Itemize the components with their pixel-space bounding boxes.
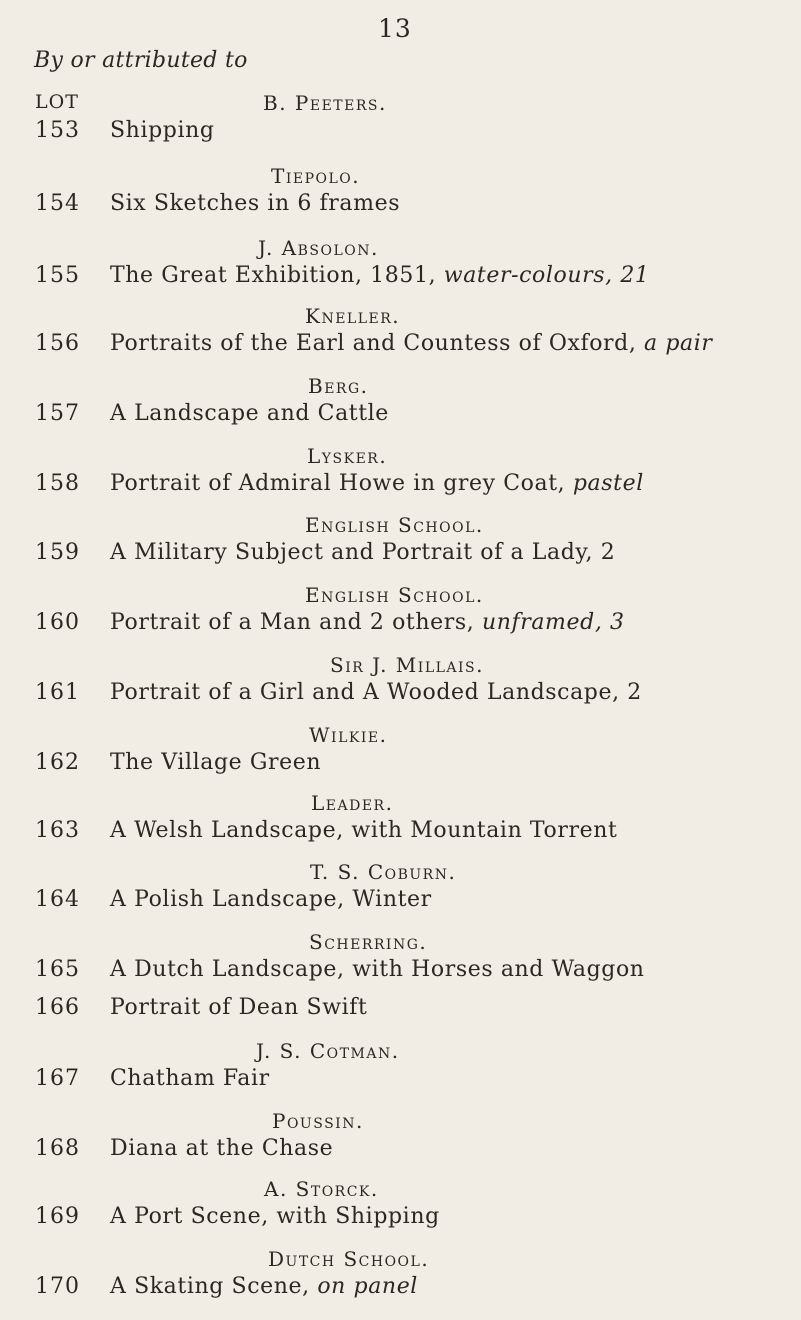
lot-title: A Polish Landscape, Winter xyxy=(110,887,432,912)
lot-title: Portrait of a Girl and A Wooded Landscape, 2 xyxy=(110,680,642,705)
lot-artist: J. Absolon. xyxy=(258,236,379,260)
lot-number: 160 xyxy=(35,610,80,635)
lot-artist: B. Peeters. xyxy=(263,91,387,115)
lot-artist: English School. xyxy=(305,583,484,607)
lot-artist: Kneller. xyxy=(305,304,401,328)
lot-artist: J. S. Cotman. xyxy=(256,1039,400,1063)
lot-artist: Leader. xyxy=(311,791,394,815)
lot-number: 159 xyxy=(35,540,80,565)
lot-artist: Tiepolo. xyxy=(271,164,361,188)
lot-title: A Landscape and Cattle xyxy=(110,401,389,426)
lot-number: 158 xyxy=(35,471,80,496)
lot-artist: Sir J. Millais. xyxy=(330,653,485,677)
lot-number: 165 xyxy=(35,957,80,982)
lot-number: 157 xyxy=(35,401,80,426)
lot-number: 170 xyxy=(35,1274,80,1299)
lot-title: Diana at the Chase xyxy=(110,1136,334,1161)
lot-title: Portrait of Admiral Howe in grey Coat, pastel xyxy=(110,471,644,496)
lot-artist: Dutch School. xyxy=(268,1247,430,1271)
lot-title: A Military Subject and Portrait of a Lady, 2 xyxy=(110,540,616,565)
lot-title: Six Sketches in 6 frames xyxy=(110,191,401,216)
lot-artist: Berg. xyxy=(308,374,369,398)
lot-artist: A. Storck. xyxy=(264,1177,379,1201)
intro-heading: By or attributed to xyxy=(34,48,248,73)
lot-number: 161 xyxy=(35,680,80,705)
lot-number: 163 xyxy=(35,818,80,843)
lot-column-header: LOT xyxy=(35,91,79,113)
lot-number: 164 xyxy=(35,887,80,912)
lot-title: The Great Exhibition, 1851, water-colours, 21 xyxy=(110,263,650,288)
lot-artist: English School. xyxy=(305,513,484,537)
lot-title: Portraits of the Earl and Countess of Oxford, a pair xyxy=(110,331,713,356)
lot-title: A Welsh Landscape, with Mountain Torrent xyxy=(110,818,618,843)
page-number: 13 xyxy=(378,14,412,43)
lot-title: Chatham Fair xyxy=(110,1066,270,1091)
lot-artist: Poussin. xyxy=(272,1109,364,1133)
lot-number: 167 xyxy=(35,1066,80,1091)
lot-title: Portrait of Dean Swift xyxy=(110,995,368,1020)
lot-artist: T. S. Coburn. xyxy=(310,860,457,884)
lot-number: 162 xyxy=(35,750,80,775)
lot-number: 154 xyxy=(35,191,80,216)
lot-artist: Scherring. xyxy=(309,930,428,954)
lot-title: Shipping xyxy=(110,118,215,143)
lot-artist: Wilkie. xyxy=(309,723,388,747)
lot-number: 156 xyxy=(35,331,80,356)
lot-number: 169 xyxy=(35,1204,80,1229)
lot-number: 153 xyxy=(35,118,80,143)
lot-number: 155 xyxy=(35,263,80,288)
lot-title: A Port Scene, with Shipping xyxy=(110,1204,440,1229)
lot-number: 168 xyxy=(35,1136,80,1161)
lot-title: The Village Green xyxy=(110,750,322,775)
lot-artist: Lysker. xyxy=(307,444,388,468)
lot-title: A Dutch Landscape, with Horses and Waggon xyxy=(110,957,645,982)
lot-title: A Skating Scene, on panel xyxy=(110,1274,418,1299)
lot-title: Portrait of a Man and 2 others, unframed, 3 xyxy=(110,610,625,635)
lot-number: 166 xyxy=(35,995,80,1020)
